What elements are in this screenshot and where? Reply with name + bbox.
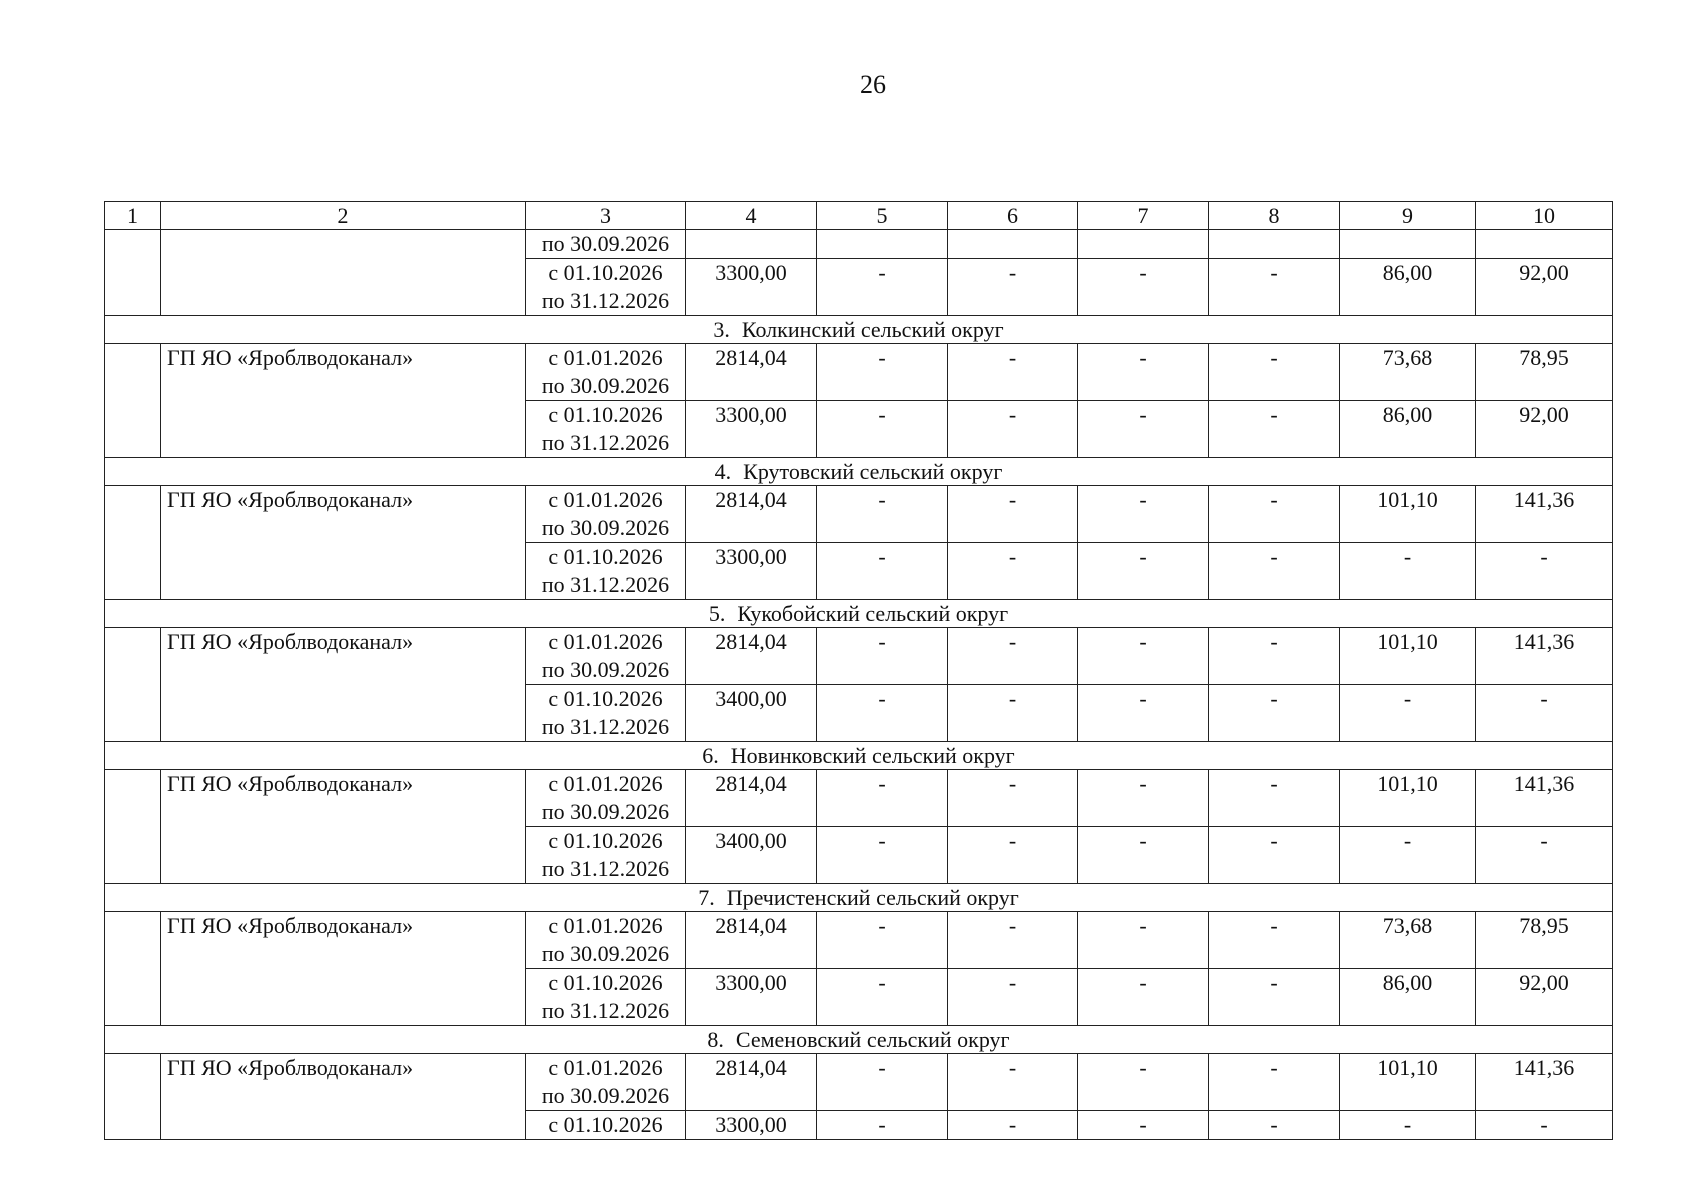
value-cell: 78,95 xyxy=(1476,344,1613,401)
period-to: по 31.12.2026 xyxy=(541,714,670,739)
value-cell: - xyxy=(1078,401,1209,458)
column-number: 8 xyxy=(1209,202,1340,230)
section-title: Пречистенский сельский округ xyxy=(726,885,1019,910)
value-cell: - xyxy=(1209,969,1340,1026)
table-row xyxy=(105,344,1613,401)
period-cell xyxy=(526,259,686,316)
section-heading-row xyxy=(105,742,1613,770)
row-number-cell xyxy=(105,230,161,316)
value-cell: - xyxy=(817,969,948,1026)
organization-name: ГП ЯО «Яроблводоканал» xyxy=(161,912,526,1026)
section-number: 5. xyxy=(708,601,726,626)
column-number: 2 xyxy=(161,202,526,230)
value-cell: 78,95 xyxy=(1476,912,1613,969)
table-row xyxy=(105,486,1613,543)
value-cell: - xyxy=(817,628,948,685)
section-heading-row xyxy=(105,458,1613,486)
value-cell: - xyxy=(1340,543,1476,600)
value-cell: - xyxy=(1078,543,1209,600)
value-cell: - xyxy=(948,259,1078,316)
value-cell: 3400,00 xyxy=(686,827,817,884)
column-number: 9 xyxy=(1340,202,1476,230)
value-cell: - xyxy=(1078,486,1209,543)
section-heading xyxy=(105,742,1613,770)
value-cell: - xyxy=(1078,969,1209,1026)
value-cell: - xyxy=(1209,912,1340,969)
period-line: по 31.12.2026 xyxy=(541,288,670,313)
section-heading-row xyxy=(105,1026,1613,1054)
section-number: 6. xyxy=(702,743,719,768)
section-number: 3. xyxy=(713,317,730,342)
period-to: по 30.09.2026 xyxy=(541,799,670,824)
value-cell: - xyxy=(1078,827,1209,884)
period-from: с 01.10.2026 xyxy=(548,544,663,569)
value-cell xyxy=(1209,230,1340,259)
value-cell: - xyxy=(1078,685,1209,742)
period-from: с 01.10.2026 xyxy=(548,402,663,427)
value-cell: - xyxy=(948,543,1078,600)
value-cell: 141,36 xyxy=(1476,1054,1613,1111)
value-cell: - xyxy=(1340,827,1476,884)
value-cell: - xyxy=(817,401,948,458)
value-cell: - xyxy=(1209,344,1340,401)
organization-name: ГП ЯО «Яроблводоканал» xyxy=(161,770,526,884)
organization-name: ГП ЯО «Яроблводоканал» xyxy=(161,344,526,458)
value-cell: 92,00 xyxy=(1476,259,1613,316)
value-cell: - xyxy=(1476,543,1613,600)
section-title: Семеновский сельский округ xyxy=(735,1027,1010,1052)
period-cell xyxy=(526,827,686,884)
value-cell: - xyxy=(1078,344,1209,401)
value-cell: 141,36 xyxy=(1476,486,1613,543)
value-cell: - xyxy=(817,344,948,401)
value-cell: - xyxy=(1209,401,1340,458)
period-to: по 30.09.2026 xyxy=(541,941,670,966)
section-number: 4. xyxy=(714,459,732,484)
period-cell xyxy=(526,685,686,742)
row-number-cell xyxy=(105,770,161,884)
period-from: с 01.10.2026 xyxy=(548,1112,663,1137)
value-cell: - xyxy=(1078,912,1209,969)
value-cell: - xyxy=(817,1111,948,1140)
section-number: 8. xyxy=(707,1027,724,1052)
organization-name: ГП ЯО «Яроблводоканал» xyxy=(161,628,526,742)
value-cell xyxy=(1340,230,1476,259)
row-number-cell xyxy=(105,486,161,600)
section-heading-row xyxy=(105,884,1613,912)
table-row xyxy=(105,628,1613,685)
row-number-cell xyxy=(105,912,161,1026)
value-cell: - xyxy=(1078,628,1209,685)
value-cell: - xyxy=(948,1111,1078,1140)
value-cell: 101,10 xyxy=(1340,770,1476,827)
period-cell xyxy=(526,969,686,1026)
section-title: Крутовский сельский округ xyxy=(743,459,1003,484)
value-cell: - xyxy=(1209,827,1340,884)
section-heading-row xyxy=(105,316,1613,344)
period-cell xyxy=(526,1054,686,1111)
period-to: по 30.09.2026 xyxy=(541,1083,670,1108)
value-cell: 86,00 xyxy=(1340,969,1476,1026)
column-number: 3 xyxy=(526,202,686,230)
period-cell xyxy=(526,770,686,827)
value-cell: - xyxy=(948,969,1078,1026)
organization-cell xyxy=(161,230,526,316)
period-cell xyxy=(526,230,686,259)
period-line: с 01.10.2026 xyxy=(548,260,663,285)
period-to: по 31.12.2026 xyxy=(541,856,670,881)
value-cell: - xyxy=(1078,770,1209,827)
value-cell: 2814,04 xyxy=(686,912,817,969)
section-heading xyxy=(105,884,1613,912)
value-cell: - xyxy=(1209,543,1340,600)
value-cell: - xyxy=(948,770,1078,827)
period-to: по 31.12.2026 xyxy=(541,998,670,1023)
period-cell xyxy=(526,486,686,543)
period-line: по 30.09.2026 xyxy=(541,231,670,256)
value-cell: 141,36 xyxy=(1476,628,1613,685)
value-cell: - xyxy=(817,1054,948,1111)
value-cell: - xyxy=(1209,628,1340,685)
period-cell xyxy=(526,543,686,600)
value-cell: - xyxy=(817,827,948,884)
period-from: с 01.10.2026 xyxy=(548,828,663,853)
column-number: 6 xyxy=(948,202,1078,230)
value-cell: 3300,00 xyxy=(686,259,817,316)
table-body xyxy=(105,202,1613,1140)
value-cell xyxy=(1476,230,1613,259)
value-cell: - xyxy=(948,344,1078,401)
section-heading xyxy=(105,316,1613,344)
value-cell: 3400,00 xyxy=(686,685,817,742)
column-numbers-row xyxy=(105,202,1613,230)
table-row xyxy=(105,912,1613,969)
period-from: с 01.01.2026 xyxy=(548,629,663,654)
section-heading xyxy=(105,1026,1613,1054)
period-to: по 30.09.2026 xyxy=(541,373,670,398)
value-cell: 2814,04 xyxy=(686,344,817,401)
column-number: 7 xyxy=(1078,202,1209,230)
value-cell: - xyxy=(948,685,1078,742)
value-cell: 3300,00 xyxy=(686,1111,817,1140)
value-cell: 141,36 xyxy=(1476,770,1613,827)
section-heading xyxy=(105,600,1613,628)
value-cell: 2814,04 xyxy=(686,1054,817,1111)
period-from: с 01.01.2026 xyxy=(548,771,663,796)
period-cell xyxy=(526,1111,686,1140)
period-from: с 01.01.2026 xyxy=(548,1055,663,1080)
value-cell: - xyxy=(1340,1111,1476,1140)
value-cell xyxy=(948,230,1078,259)
period-cell xyxy=(526,912,686,969)
value-cell: - xyxy=(817,685,948,742)
table-row xyxy=(105,770,1613,827)
value-cell: - xyxy=(1209,685,1340,742)
value-cell: - xyxy=(948,912,1078,969)
value-cell: - xyxy=(1209,259,1340,316)
period-cell xyxy=(526,344,686,401)
value-cell: 86,00 xyxy=(1340,401,1476,458)
value-cell: 3300,00 xyxy=(686,969,817,1026)
value-cell: - xyxy=(948,827,1078,884)
value-cell: - xyxy=(1209,770,1340,827)
section-title: Колкинский сельский округ xyxy=(741,317,1004,342)
value-cell: - xyxy=(1340,685,1476,742)
page-number: 26 xyxy=(860,70,886,99)
period-from: с 01.10.2026 xyxy=(548,970,663,995)
value-cell: - xyxy=(817,259,948,316)
value-cell: - xyxy=(948,486,1078,543)
value-cell: - xyxy=(1078,259,1209,316)
value-cell: - xyxy=(1476,1111,1613,1140)
value-cell xyxy=(686,230,817,259)
value-cell: 2814,04 xyxy=(686,486,817,543)
column-number: 5 xyxy=(817,202,948,230)
value-cell: 92,00 xyxy=(1476,969,1613,1026)
column-number: 10 xyxy=(1476,202,1613,230)
value-cell: - xyxy=(817,770,948,827)
value-cell: - xyxy=(948,401,1078,458)
value-cell: - xyxy=(948,1054,1078,1111)
section-title: Новинковский сельский округ xyxy=(730,743,1015,768)
value-cell: - xyxy=(1209,486,1340,543)
section-heading xyxy=(105,458,1613,486)
value-cell: 86,00 xyxy=(1340,259,1476,316)
period-to: по 30.09.2026 xyxy=(541,515,670,540)
value-cell: 2814,04 xyxy=(686,770,817,827)
organization-name: ГП ЯО «Яроблводоканал» xyxy=(161,486,526,600)
tariff-table xyxy=(104,201,1613,1140)
period-to: по 31.12.2026 xyxy=(541,430,670,455)
value-cell xyxy=(1078,230,1209,259)
section-number: 7. xyxy=(698,885,715,910)
value-cell: - xyxy=(817,543,948,600)
value-cell: - xyxy=(817,486,948,543)
section-heading-row xyxy=(105,600,1613,628)
value-cell: 101,10 xyxy=(1340,1054,1476,1111)
value-cell: 92,00 xyxy=(1476,401,1613,458)
period-cell xyxy=(526,401,686,458)
period-from: с 01.01.2026 xyxy=(548,913,663,938)
value-cell xyxy=(817,230,948,259)
value-cell: - xyxy=(1476,827,1613,884)
value-cell: - xyxy=(1476,685,1613,742)
value-cell: 3300,00 xyxy=(686,543,817,600)
column-number: 4 xyxy=(686,202,817,230)
row-number-cell xyxy=(105,628,161,742)
value-cell: 73,68 xyxy=(1340,344,1476,401)
organization-name: ГП ЯО «Яроблводоканал» xyxy=(161,1054,526,1140)
period-from: с 01.01.2026 xyxy=(548,345,663,370)
value-cell: 73,68 xyxy=(1340,912,1476,969)
row-number-cell xyxy=(105,1054,161,1140)
period-from: с 01.10.2026 xyxy=(548,686,663,711)
value-cell: 2814,04 xyxy=(686,628,817,685)
period-to: по 30.09.2026 xyxy=(541,657,670,682)
table-row xyxy=(105,1054,1613,1111)
table-row xyxy=(105,230,1613,259)
value-cell: 101,10 xyxy=(1340,628,1476,685)
value-cell: - xyxy=(1078,1111,1209,1140)
period-cell xyxy=(526,628,686,685)
value-cell: - xyxy=(1078,1054,1209,1111)
row-number-cell xyxy=(105,344,161,458)
value-cell: - xyxy=(1209,1054,1340,1111)
value-cell: 101,10 xyxy=(1340,486,1476,543)
value-cell: - xyxy=(1209,1111,1340,1140)
column-number: 1 xyxy=(105,202,161,230)
period-to: по 31.12.2026 xyxy=(541,572,670,597)
section-title: Кукобойский сельский округ xyxy=(737,601,1009,626)
value-cell: - xyxy=(948,628,1078,685)
value-cell: 3300,00 xyxy=(686,401,817,458)
value-cell: - xyxy=(817,912,948,969)
period-from: с 01.01.2026 xyxy=(548,487,663,512)
